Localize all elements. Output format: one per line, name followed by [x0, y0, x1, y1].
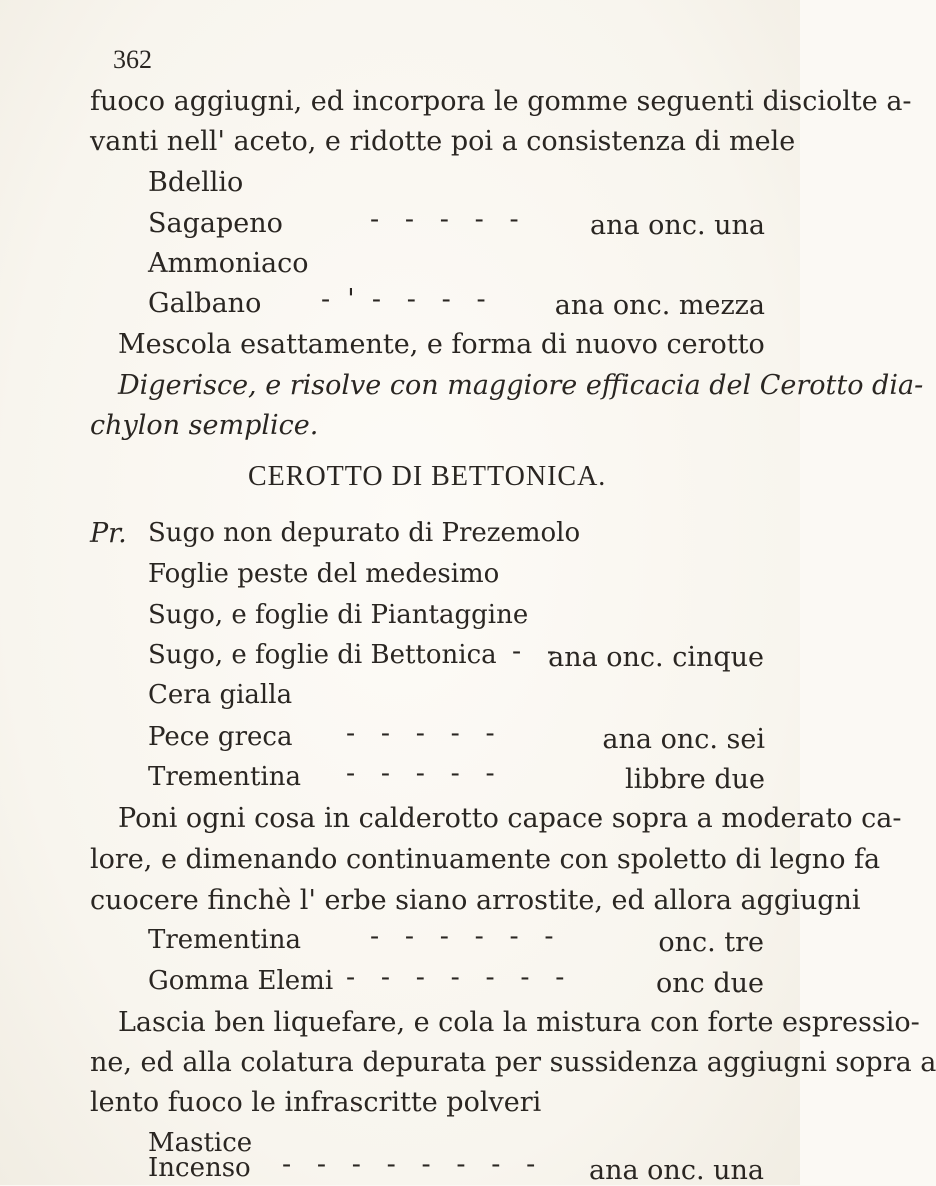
instruction-line: lore, e dimenando continuamente con spoletto di legno fa [90, 844, 881, 875]
instruction-line: Poni ogni cosa in calderotto capace sopra a moderato ca- [118, 803, 902, 834]
leader-dashes: - - - - - - [370, 921, 554, 952]
ingredient-quantity: ana onc. sei [602, 724, 765, 755]
ingredient-name: Trementina [148, 762, 301, 792]
ingredient-name: Sugo non depurato di Prezemolo [148, 518, 581, 548]
instruction-line: Mescola esattamente, e forma di nuovo cerotto [118, 329, 765, 360]
leader-dashes: - ' - - - - [321, 284, 486, 315]
leader-dashes: - - - - - [346, 758, 495, 789]
intro-line-1: fuoco aggiugni, ed incorpora le gomme seguenti disciolte a- [90, 86, 912, 117]
addition-quantity: onc. tre [658, 927, 764, 958]
ingredient-name: Sugo, e foglie di Bettonica [148, 640, 497, 670]
intro-line-2: vanti nell' aceto, e ridotte poi a consistenza di mele [90, 126, 796, 157]
addition-quantity: onc due [656, 968, 764, 999]
ingredient-quantity: ana onc. mezza [554, 290, 765, 321]
ingredient-name: Cera gialla [148, 680, 293, 710]
final-line: Lascia ben liquefare, e cola la mistura con forte espressio- [118, 1007, 920, 1038]
prescription-prefix: Pr. [90, 518, 127, 549]
ingredient-name: Pece greca [148, 722, 293, 752]
page-number: 362 [113, 45, 152, 74]
leader-dashes: - - [512, 636, 556, 667]
leader-dashes: - - - - - - - [346, 962, 565, 993]
ingredient-name: Galbano [148, 288, 262, 319]
effect-line-2: chylon semplice. [90, 410, 319, 441]
leader-dashes: - - - - - [370, 204, 519, 235]
final-line: lento fuoco le infrascritte polveri [90, 1087, 542, 1118]
ingredient-name: Sugo, e foglie di Piantaggine [148, 600, 529, 630]
instruction-line: cuocere finchè l' erbe siano arrostite, ed allora aggiugni [90, 885, 861, 916]
ingredient-name: Ammoniaco [148, 248, 309, 279]
powder-name: Mastice [148, 1128, 253, 1158]
effect-line-1: Digerisce, e risolve con maggiore efficacia del Cerotto dia- [118, 370, 924, 401]
powder-quantity: ana onc. una [589, 1155, 764, 1186]
leader-dashes: - - - - - - - - [282, 1149, 536, 1180]
ingredient-name: Bdellio [148, 167, 244, 198]
addition-name: Trementina [148, 925, 301, 955]
leader-dashes: - - - - - [346, 718, 495, 749]
powder-name: Incenso [148, 1153, 251, 1183]
final-line: ne, ed alla colatura depurata per sussidenza aggiugni sopra a [90, 1047, 936, 1078]
ingredient-quantity: ana onc. una [590, 210, 765, 241]
addition-name: Gomma Elemi [148, 966, 334, 996]
ingredient-quantity: libbre due [625, 764, 765, 795]
ingredient-quantity: ana onc. cinque [548, 642, 764, 673]
ingredient-name: Sagapeno [148, 208, 283, 239]
ingredient-name: Foglie peste del medesimo [148, 559, 500, 589]
section-title: CEROTTO DI BETTONICA. [248, 461, 607, 492]
